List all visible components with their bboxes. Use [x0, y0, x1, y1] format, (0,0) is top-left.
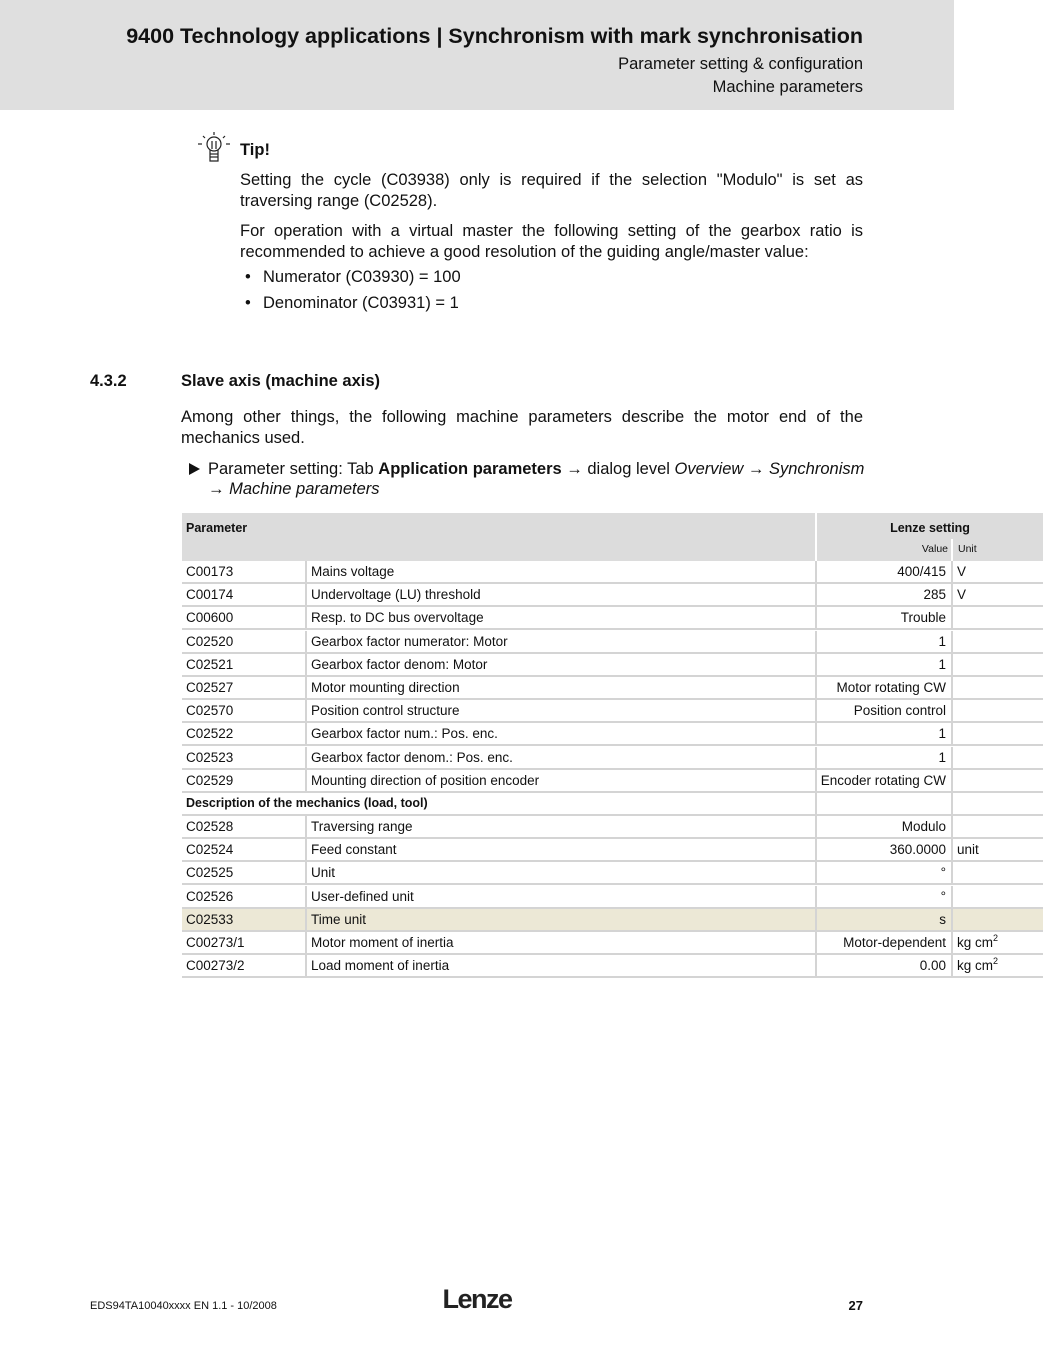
table-row [181, 561, 967, 584]
path-tab: Application parameters [378, 460, 562, 478]
param-code: C02533 [182, 909, 309, 932]
table-body-2 [181, 816, 999, 978]
param-unit [953, 700, 1043, 723]
param-value: 1 [817, 654, 951, 677]
table-row [181, 955, 999, 978]
param-name: Time unit [307, 909, 815, 932]
param-code: C02526 [182, 886, 309, 909]
param-unit [953, 770, 1043, 793]
navigation-path [208, 460, 864, 479]
section-label: Description of the mechanics (load, tool) [182, 793, 815, 816]
lenze-logo [438, 1284, 516, 1314]
table-row [181, 677, 946, 700]
param-unit [953, 631, 1043, 654]
lightbulb-icon [196, 131, 234, 167]
param-name: Unit [307, 862, 815, 885]
param-name: Motor moment of inertia [307, 932, 815, 955]
param-code: C00273/2 [182, 955, 309, 978]
page-title: 9400 Technology applications | Synchronism with mark synchronisation [126, 24, 863, 48]
param-code: C00273/1 [182, 932, 309, 955]
triangle-bullet-icon [189, 463, 200, 475]
table-row [181, 584, 967, 607]
param-code: C02522 [182, 723, 309, 746]
tip-label: Tip! [240, 141, 270, 159]
bullet-dot: • [245, 268, 251, 286]
table-header [181, 513, 977, 561]
arrow-icon: → [208, 480, 225, 498]
table-row [181, 839, 979, 862]
table-row [181, 770, 946, 793]
table-row [181, 654, 946, 677]
param-unit [953, 862, 1043, 885]
param-code: C02529 [182, 770, 309, 793]
table-row [181, 816, 946, 839]
param-code: C00174 [182, 584, 309, 607]
param-value: s [817, 909, 951, 932]
section-intro: Among other things, the following machine parameters describe the motor end of the mechanics used. [181, 408, 863, 447]
table-body [181, 561, 967, 793]
page-header [0, 0, 954, 110]
param-value: ° [817, 862, 951, 885]
param-value: 285 [817, 584, 951, 607]
bullet-dot: • [245, 294, 251, 312]
svg-text:Lenze: Lenze [442, 1284, 512, 1314]
path-middle: dialog level [587, 460, 670, 478]
param-value: ° [817, 886, 951, 909]
param-value: Encoder rotating CW [817, 770, 951, 793]
param-unit [953, 747, 1043, 770]
param-value: 400/415 [817, 561, 951, 584]
table-row [181, 747, 946, 770]
table-row [181, 862, 946, 885]
parameter-table [181, 513, 999, 978]
param-code: C02521 [182, 654, 309, 677]
param-unit [953, 677, 1043, 700]
param-name: Traversing range [307, 816, 815, 839]
param-value: Motor-dependent [817, 932, 951, 955]
section-number: 4.3.2 [90, 372, 127, 390]
table-row [181, 932, 999, 955]
page-number: 27 [848, 1298, 863, 1313]
param-name: Motor mounting direction [307, 677, 815, 700]
header-parameter: Parameter [186, 521, 248, 535]
param-name: Resp. to DC bus overvoltage [307, 607, 815, 630]
param-name: Gearbox factor numerator: Motor [307, 631, 815, 654]
param-name: Undervoltage (LU) threshold [307, 584, 815, 607]
table-section-row [181, 793, 863, 816]
param-name: Position control structure [307, 700, 815, 723]
arrow-icon: → [747, 460, 765, 478]
param-value: Motor rotating CW [817, 677, 951, 700]
path-prefix: Parameter setting: Tab [208, 460, 374, 478]
param-code: C02520 [182, 631, 309, 654]
param-unit [953, 886, 1043, 909]
param-name: Gearbox factor num.: Pos. enc. [307, 723, 815, 746]
param-code: C02525 [182, 862, 309, 885]
param-value: 1 [817, 747, 951, 770]
param-unit: V [953, 561, 1043, 584]
param-unit [953, 607, 1043, 630]
tip-paragraph-1: Setting the cycle (C03938) only is required if the selection "Modulo" is set as traversing range (C02528). [240, 171, 863, 210]
param-name: Gearbox factor denom: Motor [307, 654, 815, 677]
param-value: 0.00 [817, 955, 951, 978]
table-row [181, 607, 946, 630]
bullet-item: Numerator (C03930) = 100 [263, 268, 461, 286]
param-name: Mounting direction of position encoder [307, 770, 815, 793]
param-unit: kg $cm^2$ [953, 932, 1043, 955]
param-code: C02523 [182, 747, 309, 770]
path-level-synchronism: Synchronism [768, 460, 865, 478]
param-unit [953, 654, 1043, 677]
param-unit [953, 909, 1043, 932]
header-subtitle: Parameter setting & configuration [618, 55, 863, 73]
table-row [181, 886, 946, 909]
navigation-path-2 [208, 480, 380, 499]
table-row [181, 909, 946, 932]
param-name: Gearbox factor denom.: Pos. enc. [307, 747, 815, 770]
param-code: C00600 [182, 607, 309, 630]
header-subtitle-2: Machine parameters [712, 78, 863, 96]
param-value: 1 [817, 631, 951, 654]
param-unit [953, 816, 1043, 839]
path-level-machine: Machine parameters [229, 480, 380, 498]
param-value: 1 [817, 723, 951, 746]
param-code: C02570 [182, 700, 309, 723]
param-unit: unit [953, 839, 1043, 862]
param-value: Position control [817, 700, 951, 723]
param-value: Modulo [817, 816, 951, 839]
path-level-overview: Overview [674, 460, 744, 478]
document-id: EDS94TA10040xxxx EN 1.1 - 10/2008 [90, 1300, 277, 1312]
bullet-item: Denominator (C03931) = 1 [263, 294, 459, 312]
param-value: Trouble [817, 607, 951, 630]
param-name: Feed constant [307, 839, 815, 862]
header-value: Value [921, 543, 948, 555]
param-code: C00173 [182, 561, 309, 584]
param-name: User-defined unit [307, 886, 815, 909]
param-unit: V [953, 584, 1043, 607]
param-unit [953, 723, 1043, 746]
table-row [181, 723, 946, 746]
table-row [181, 631, 946, 654]
param-name: Load moment of inertia [307, 955, 815, 978]
param-code: C02524 [182, 839, 309, 862]
param-code: C02527 [182, 677, 309, 700]
section-title: Slave axis (machine axis) [181, 372, 381, 390]
tip-paragraph-2: For operation with a virtual master the following setting of the gearbox ratio is recommended to achieve a good resolution of the guiding angle/master value: [240, 222, 863, 261]
param-code: C02528 [182, 816, 309, 839]
header-lenze-setting: Lenze setting [890, 521, 970, 535]
table-row [181, 700, 946, 723]
arrow-icon: → [566, 460, 583, 478]
header-unit: Unit [958, 543, 977, 555]
param-unit: kg $cm^2$ [953, 955, 1043, 978]
param-value: 360.0000 [817, 839, 951, 862]
param-name: Mains voltage [307, 561, 815, 584]
